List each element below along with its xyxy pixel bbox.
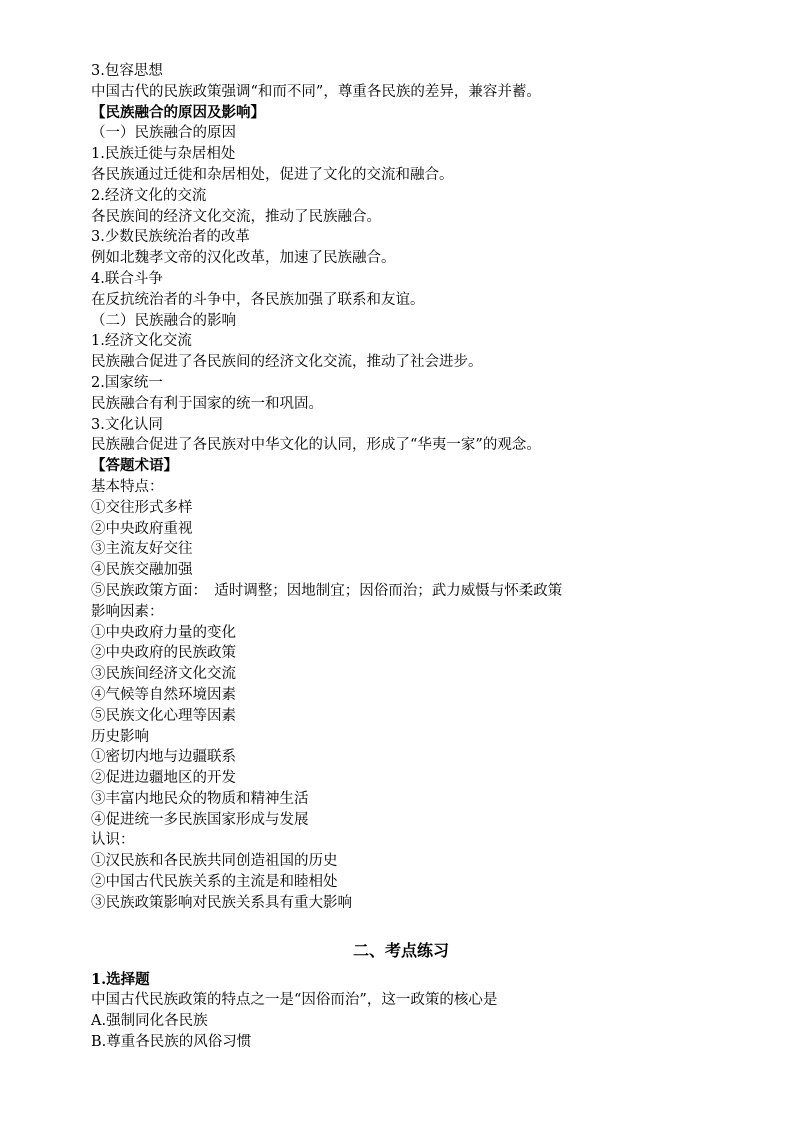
text-line: 例如北魏孝文帝的汉化改革，加速了民族融合。 [91,250,396,267]
text-line: ①中央政府力量的变化 [91,624,236,641]
text-line: 各民族间的经济文化交流，推动了民族融合。 [91,208,381,225]
text-line: 影响因素： [91,603,164,620]
text-line: ②中国古代民族关系的主流是和睦相处 [91,874,338,891]
text-line: ②中央政府重视 [91,520,193,537]
text-line: 3.文化认同 [91,416,163,433]
section-title: 二、考点练习 [352,940,449,960]
text-line: 4.联合斗争 [91,270,163,287]
text-line: （二）民族融合的影响 [91,312,236,329]
text-line: 历史影响 [91,728,149,745]
text-line: 民族融合促进了各民族间的经济文化交流，推动了社会进步。 [91,354,483,371]
text-line: 基本特点： [91,478,164,495]
section-heading: 1.选择题 [91,970,150,988]
document-page [91,61,711,1053]
text-line: 中国古代民族政策的特点之一是“因俗而治”，这一政策的核心是 [91,992,498,1009]
text-line: A.强制同化各民族 [91,1013,208,1030]
text-line: ④促进统一多民族国家形成与发展 [91,811,309,828]
section-heading: 【答题术语】 [91,457,178,475]
notes-section [91,61,711,914]
section-heading: 【民族融合的原因及影响】 [91,103,265,121]
text-line: 2.经济文化的交流 [91,187,207,204]
text-line: ①密切内地与边疆联系 [91,749,236,766]
text-line: 3.包容思想 [91,63,163,79]
text-line: ②中央政府的民族政策 [91,645,236,662]
text-line: 3.少数民族统治者的改革 [91,229,250,246]
text-line: ③民族间经济文化交流 [91,666,236,683]
text-line: ③丰富内地民众的物质和精神生活 [91,790,309,807]
text-line: 1.经济文化交流 [91,333,192,350]
text-line: ⑤民族文化心理等因素 [91,707,236,724]
text-line: ④气候等自然环境因素 [91,686,236,703]
text-line: 民族融合促进了各民族对中华文化的认同，形成了“华夷一家”的观念。 [91,437,541,454]
exercise-section [91,970,711,1053]
text-line: 民族融合有利于国家的统一和巩固。 [91,395,323,412]
text-line: ③民族政策影响对民族关系具有重大影响 [91,894,352,911]
text-line: 各民族通过迁徙和杂居相处，促进了文化的交流和融合。 [91,166,454,183]
text-line: B.尊重各民族的风俗习惯 [91,1034,252,1051]
text-line: 在反抗统治者的斗争中，各民族加强了联系和友谊。 [91,291,425,308]
text-line: 2.国家统一 [91,374,163,391]
text-line: ①汉民族和各民族共同创造祖国的历史 [91,853,338,870]
text-line: ②促进边疆地区的开发 [91,770,236,787]
text-line: ⑤民族政策方面： 适时调整；因地制宜；因俗而治；武力威慑与怀柔政策 [91,582,563,599]
text-line: 中国古代的民族政策强调“和而不同”，尊重各民族的差异，兼容并蓄。 [91,83,541,100]
text-line: 1.民族迁徙与杂居相处 [91,146,236,163]
text-line: 认识： [91,832,135,849]
text-line: ③主流友好交往 [91,541,193,558]
text-line: ④民族交融加强 [91,562,193,579]
text-line: （一）民族融合的原因 [91,125,236,142]
text-line: ①交往形式多样 [91,499,193,516]
